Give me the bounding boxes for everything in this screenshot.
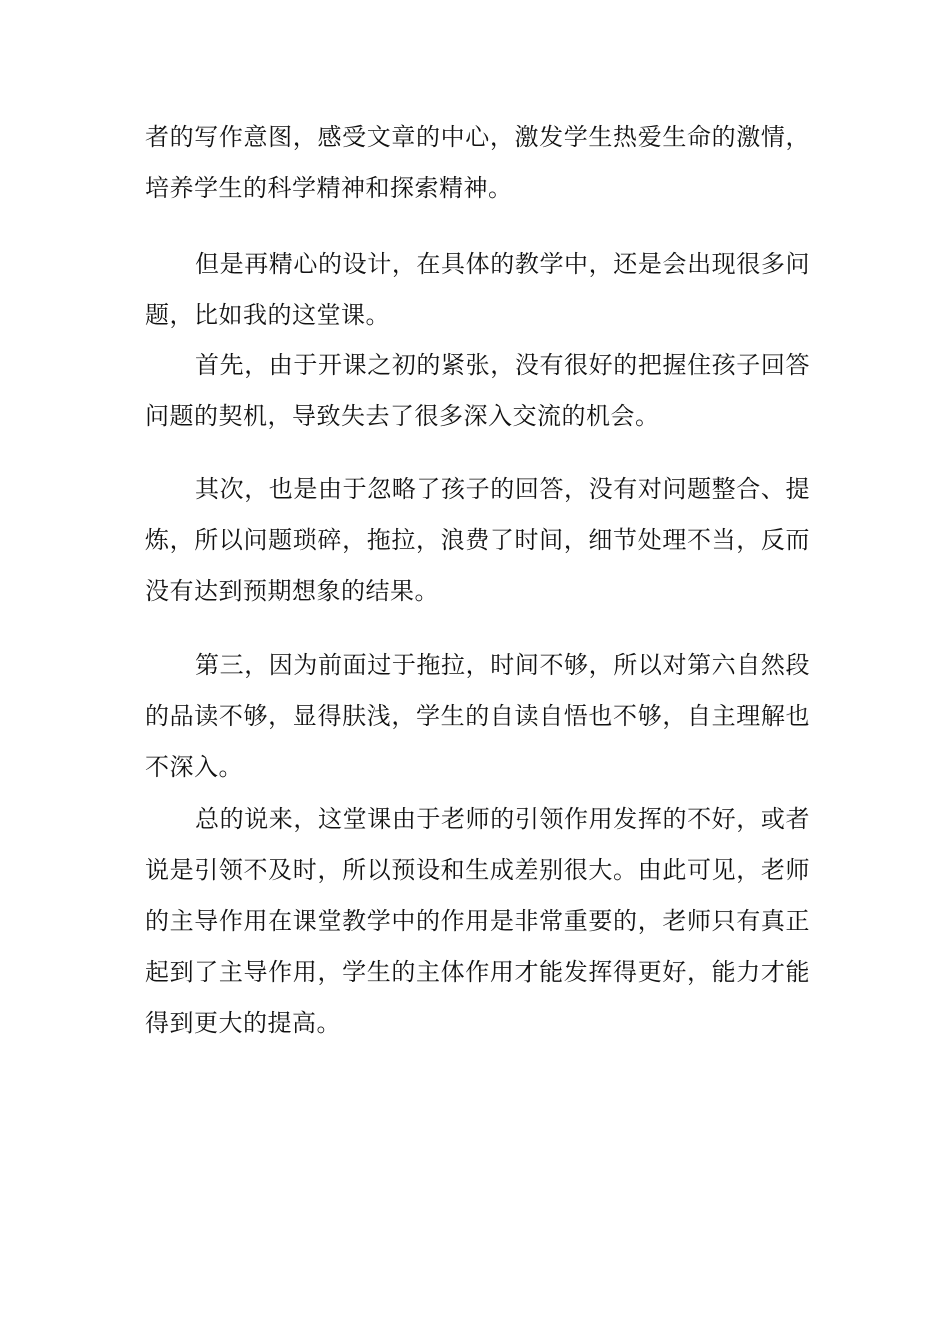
paragraph-third-point: 第三，因为前面过于拖拉，时间不够，所以对第六自然段的品读不够，显得肤浅，学生的自读自悟也不够，自主理解也不深入。: [145, 651, 810, 781]
paragraph-continuation: 者的写作意图，感受文章的中心，激发学生热爱生命的激情，培养学生的科学精神和探索精神。: [145, 123, 810, 202]
paragraph-second-point: 其次，也是由于忽略了孩子的回答，没有对问题整合、提炼，所以问题琐碎，拖拉，浪费了时间，细节处理不当，反而没有达到预期想象的结果。: [145, 475, 810, 605]
paragraph-first-point: 首先，由于开课之初的紧张，没有很好的把握住孩子回答问题的契机，导致失去了很多深入交流的机会。: [145, 351, 810, 430]
paragraph-design-problems: 但是再精心的设计，在具体的教学中，还是会出现很多问题，比如我的这堂课。: [145, 250, 810, 329]
paragraph-summary: 总的说来，这堂课由于老师的引领作用发挥的不好，或者说是引领不及时，所以预设和生成差别很大。由此可见，老师的主导作用在课堂教学中的作用是非常重要的，老师只有真正起到了主导作用，学生的主体作用才能发挥得更好，能力才能得到更大的提高。: [145, 805, 810, 1037]
